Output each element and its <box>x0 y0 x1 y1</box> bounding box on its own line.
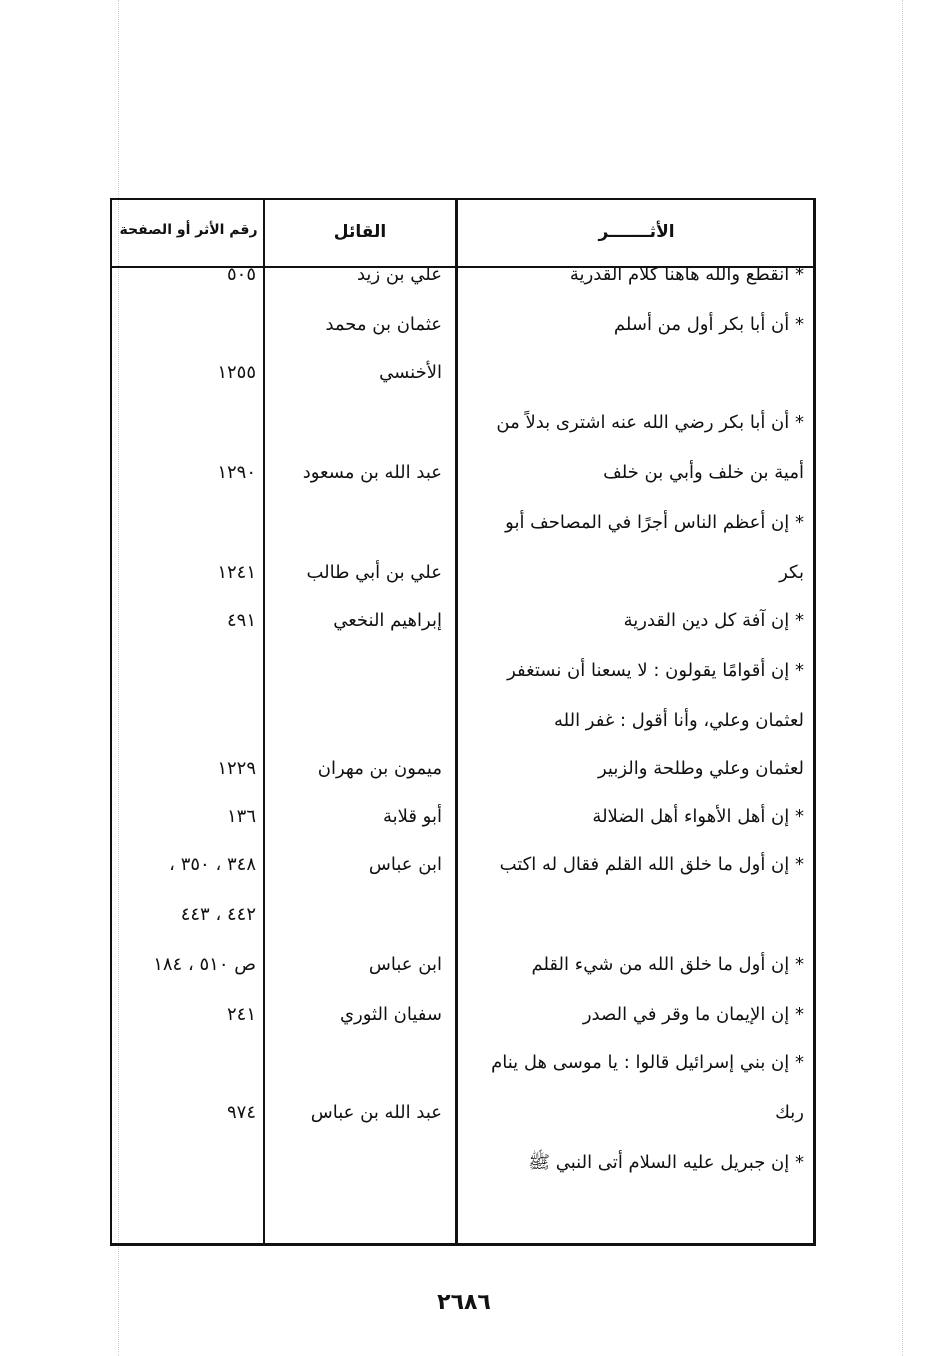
table-row <box>0 1088 928 1138</box>
table-row <box>0 498 928 548</box>
qaail-cell: عثمان بن محمد <box>325 314 442 335</box>
page-number: ٢٦٨٦ <box>437 1290 491 1315</box>
table-row <box>0 348 928 398</box>
table-row <box>0 596 928 646</box>
athar-cell: * انقطع والله هاهنا كلام القدرية <box>569 264 804 285</box>
ref-cell: ص ٥١٠ ، ١٨٤ <box>153 954 256 975</box>
ref-cell: ١٢٢٩ <box>217 758 256 779</box>
athar-cell: ربك <box>775 1102 804 1123</box>
ref-cell: ١٢٥٥ <box>217 362 256 383</box>
athar-cell: * إن أول ما خلق الله القلم فقال له اكتب <box>499 854 804 875</box>
ref-cell: ٩٧٤ <box>226 1102 256 1123</box>
qaail-cell: علي بن زيد <box>356 264 442 285</box>
athar-cell: * أن أبا بكر رضي الله عنه اشترى بدلاً من <box>496 412 804 433</box>
athar-cell: * إن أول ما خلق الله من شيء القلم <box>531 954 804 975</box>
table-row <box>0 940 928 990</box>
table-row <box>0 890 928 940</box>
ref-cell: ١٣٦ <box>226 806 256 827</box>
athar-cell: * إن بني إسرائيل قالوا : يا موسى هل ينام <box>491 1052 804 1073</box>
athar-cell: * إن أعظم الناس أجرًا في المصاحف أبو <box>505 512 804 533</box>
table-row <box>0 548 928 598</box>
athar-cell: بكر <box>779 562 804 583</box>
table-row <box>0 448 928 498</box>
header-ref: رقم الأثر أو الصفحة <box>119 222 258 238</box>
qaail-cell: الأخنسي <box>379 362 442 383</box>
athar-cell: * أن أبا بكر أول من أسلم <box>613 314 804 335</box>
athar-cell: أمية بن خلف وأبي بن خلف <box>603 462 804 483</box>
table-row <box>0 744 928 794</box>
qaail-cell: عبد الله بن مسعود <box>302 462 442 483</box>
table-row <box>0 1138 928 1188</box>
table-row <box>0 646 928 696</box>
qaail-cell: ابن عباس <box>368 854 442 875</box>
qaail-cell: إبراهيم النخعي <box>333 610 442 631</box>
athar-cell: * إن جبريل عليه السلام أتى النبي ﷺ <box>528 1152 804 1173</box>
athar-cell: * إن أقوامًا يقولون : لا يسعنا أن نستغفر <box>507 660 804 681</box>
athar-cell: لعثمان وعلي، وأنا أقول : غفر الله <box>553 710 804 731</box>
table-row <box>0 1038 928 1088</box>
athar-cell: * إن أهل الأهواء أهل الضلالة <box>592 806 804 827</box>
qaail-cell: علي بن أبي طالب <box>306 562 442 583</box>
qaail-cell: سفيان الثوري <box>339 1004 442 1025</box>
athar-cell: لعثمان وعلي وطلحة والزبير <box>598 758 804 779</box>
table-row <box>0 792 928 842</box>
ref-cell: ١٢٤١ <box>217 562 256 583</box>
table-row <box>0 840 928 890</box>
qaail-cell: أبو قلابة <box>382 806 442 827</box>
ref-cell: ٣٤٨ ، ٣٥٠ ، <box>169 854 256 875</box>
ref-cell: ٥٠٥ <box>226 264 256 285</box>
table-row <box>0 300 928 350</box>
header-qaail: القائل <box>333 222 387 242</box>
ref-cell: ٤٤٢ ، ٤٤٣ <box>180 904 256 925</box>
table-row <box>0 696 928 746</box>
table-row <box>0 990 928 1040</box>
athar-cell: * إن الإيمان ما وقر في الصدر <box>582 1004 804 1025</box>
header-athar: الأثـــــــر <box>598 222 675 242</box>
ref-cell: ١٢٩٠ <box>217 462 256 483</box>
qaail-cell: ميمون بن مهران <box>317 758 442 779</box>
qaail-cell: ابن عباس <box>368 954 442 975</box>
ref-cell: ٤٩١ <box>226 610 256 631</box>
ref-cell: ٢٤١ <box>226 1004 256 1025</box>
athar-cell: * إن آفة كل دين القدرية <box>623 610 804 631</box>
table-row <box>0 398 928 448</box>
table-row <box>0 250 928 300</box>
qaail-cell: عبد الله بن عباس <box>310 1102 442 1123</box>
